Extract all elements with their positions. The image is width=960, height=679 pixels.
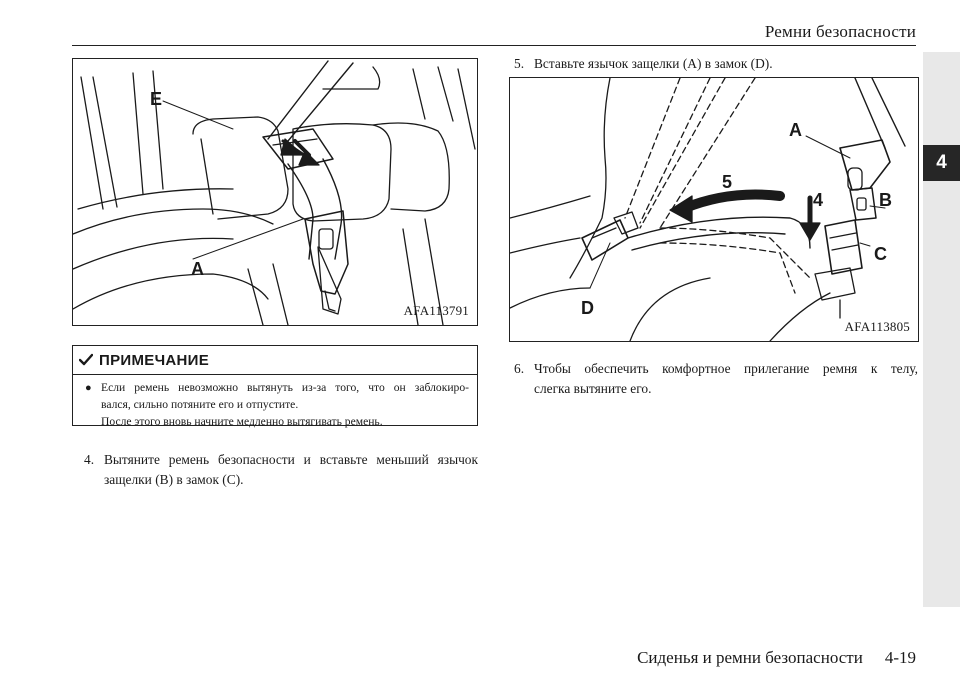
belt-pull-illustration xyxy=(73,59,477,325)
running-header: Ремни безопасности xyxy=(764,22,916,41)
step-4 xyxy=(84,450,478,490)
chapter-side-strip xyxy=(923,52,960,607)
figure1-label-a: A xyxy=(191,259,204,279)
figure1-label-e: E xyxy=(150,89,163,109)
page-number: 4-19 xyxy=(884,648,916,667)
latch-insert-illustration xyxy=(510,78,918,341)
figure2-label-c: C xyxy=(874,244,887,264)
step-6-line: слегка вытяните его. xyxy=(534,381,652,396)
bullet-icon: ● xyxy=(85,382,92,394)
page-footer xyxy=(637,648,916,668)
step-6 xyxy=(514,359,918,399)
figure2-code: AFA113805 xyxy=(844,319,910,334)
step-4-line: защелки (B) в замок (C). xyxy=(104,472,244,487)
step-6-line: Чтобы обеспечить комфортное прилегание ремня к телу, xyxy=(534,361,918,376)
note-line: вался, сильно потяните его и отпустите. xyxy=(101,398,299,411)
note-line: Если ремень невозможно вытянуть из-за того, что он заблокиро- xyxy=(101,381,469,394)
step-4-line: Вытяните ремень безопасности и вставьте меньший язычок xyxy=(104,452,478,467)
step-5-number: 5. xyxy=(514,56,525,71)
note-line: После этого вновь начните медленно вытягивать ремень. xyxy=(101,415,383,428)
note-header xyxy=(73,346,477,375)
figure2-label-step5: 5 xyxy=(722,172,733,192)
figure1-code: AFA113791 xyxy=(403,303,469,318)
figure-latch-insert xyxy=(509,77,919,342)
note-title: ПРИМЕЧАНИЕ xyxy=(99,351,210,369)
chapter-tab[interactable]: 4 xyxy=(923,145,960,181)
figure2-label-d: D xyxy=(581,298,594,318)
note-box xyxy=(72,345,478,426)
step-4-number: 4. xyxy=(84,452,95,467)
step-6-number: 6. xyxy=(514,361,525,376)
figure2-label-a: A xyxy=(789,120,802,140)
figure2-label-b: B xyxy=(879,190,892,210)
figure2-label-step4: 4 xyxy=(813,190,824,210)
step-5-line: Вставьте язычок защелки (A) в замок (D). xyxy=(534,56,773,71)
header-rule xyxy=(72,45,916,46)
figure-belt-pull xyxy=(72,58,478,326)
step-5 xyxy=(514,54,918,74)
checkmark-icon xyxy=(79,353,93,367)
footer-section: Сиденья и ремни безопасности xyxy=(637,648,863,667)
note-body xyxy=(73,375,477,430)
